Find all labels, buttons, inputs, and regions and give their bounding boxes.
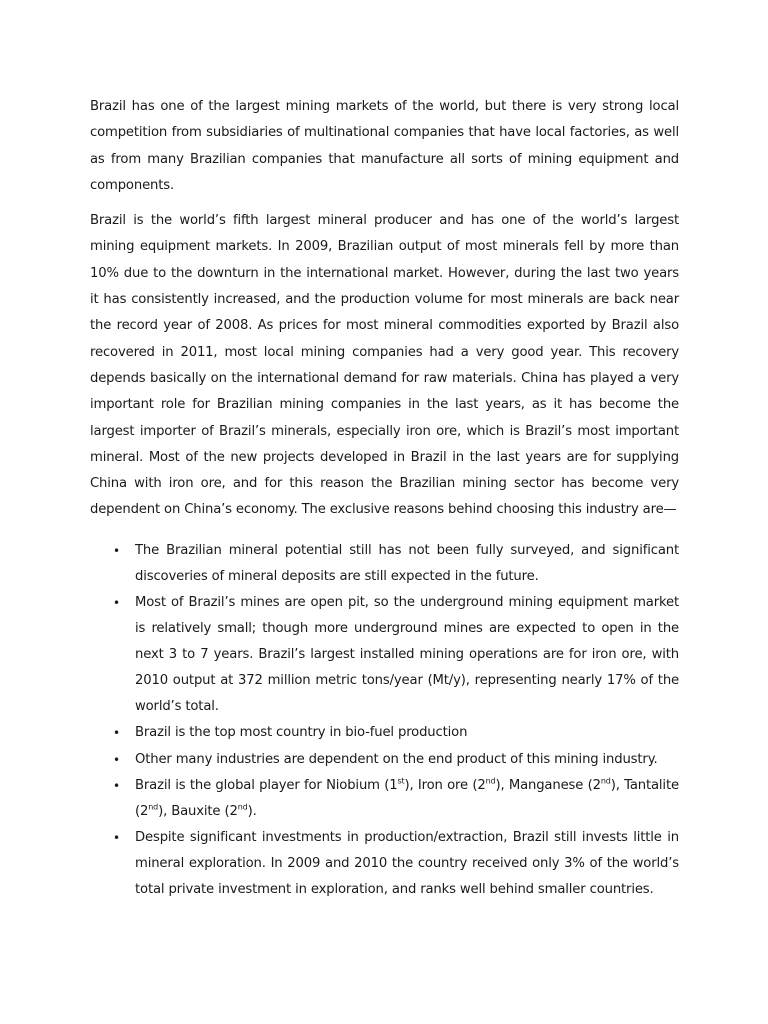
list-item (90, 538, 679, 590)
reasons-list (90, 538, 679, 903)
ranking-niobium: Niobium (1st) (326, 776, 410, 793)
list-item (90, 720, 679, 746)
ranking-manganese: Manganese (2nd) (508, 776, 616, 793)
list-item-text: Despite significant investments in production/extraction, Brazil still invests little in mineral exploration. In 2009 and 2010 the country received only 3% of the world’s total private investment in exploration, and ranks well behind smaller countries. (135, 829, 679, 897)
bullet-icon: • (113, 830, 120, 845)
bullet-icon: • (113, 543, 120, 558)
bullet-icon: • (113, 752, 120, 767)
ranking-tantalite: Tantalite (2nd) (135, 777, 679, 819)
bullet-icon: • (113, 726, 120, 741)
bullet-icon: • (113, 595, 120, 610)
ranking-bauxite: Bauxite (2nd) (171, 802, 253, 819)
list-item-rankings: • Brazil is the global player for Niobium (1st), Iron ore (2nd), Manganese (2nd), Tantalite (2nd), Bauxite (2nd). (90, 773, 679, 825)
list-item (90, 747, 679, 773)
document-body (90, 94, 679, 903)
bullet-icon: • (113, 778, 120, 793)
list-item-text: Most of Brazil’s mines are open pit, so the underground mining equipment market is relatively small; though more underground mines are expected to open in the next 3 to 7 years. Brazil’s largest installed mining operations are for iron ore, with 2010 output at 372 million metric tons/year (Mt/y), representing nearly 17% of the world’s total. (135, 594, 679, 715)
list-item (90, 590, 679, 720)
list-item-text: The Brazilian mineral potential still has not been fully surveyed, and significant discoveries of mineral deposits are still expected in the future. (135, 542, 679, 584)
list-item-text: Other many industries are dependent on the end product of this mining industry. (135, 751, 658, 767)
list-item-text: Brazil is the top most country in bio-fuel production (135, 725, 468, 741)
paragraph-intro: Brazil has one of the largest mining markets of the world, but there is very strong local competition from subsidiaries of multinational companies that have local factories, as well as from many Brazilian companies that manufacture all sorts of mining equipment and components. (90, 99, 679, 193)
paragraph-overview: Brazil is the world’s fifth largest mineral producer and has one of the world’s largest mining equipment markets. In 2009, Brazilian output of most minerals fell by more than 10% due to the downturn in the international market. However, during the last two years it has consistently increased, and the production volume for most minerals are back near the record year of 2008. As prices for most mineral commodities exported by Brazil also recovered in 2011, most local mining companies had a very good year. This recovery depends basically on the international demand for raw materials. China has played a very important role for Brazilian mining companies in the last years, as it has become the largest importer of Brazil’s minerals, especially iron ore, which is Brazil’s most important mineral. Most of the new projects developed in Brazil in the last years are for supplying China with iron ore, and for this reason the Brazilian mining sector has become very dependent on China’s economy. The exclusive reasons behind choosing this industry are— (90, 213, 679, 518)
ranking-iron-ore: Iron ore (2nd) (417, 776, 501, 793)
list-item (90, 825, 679, 903)
ranking-intro: Brazil is the global player for (135, 777, 327, 793)
